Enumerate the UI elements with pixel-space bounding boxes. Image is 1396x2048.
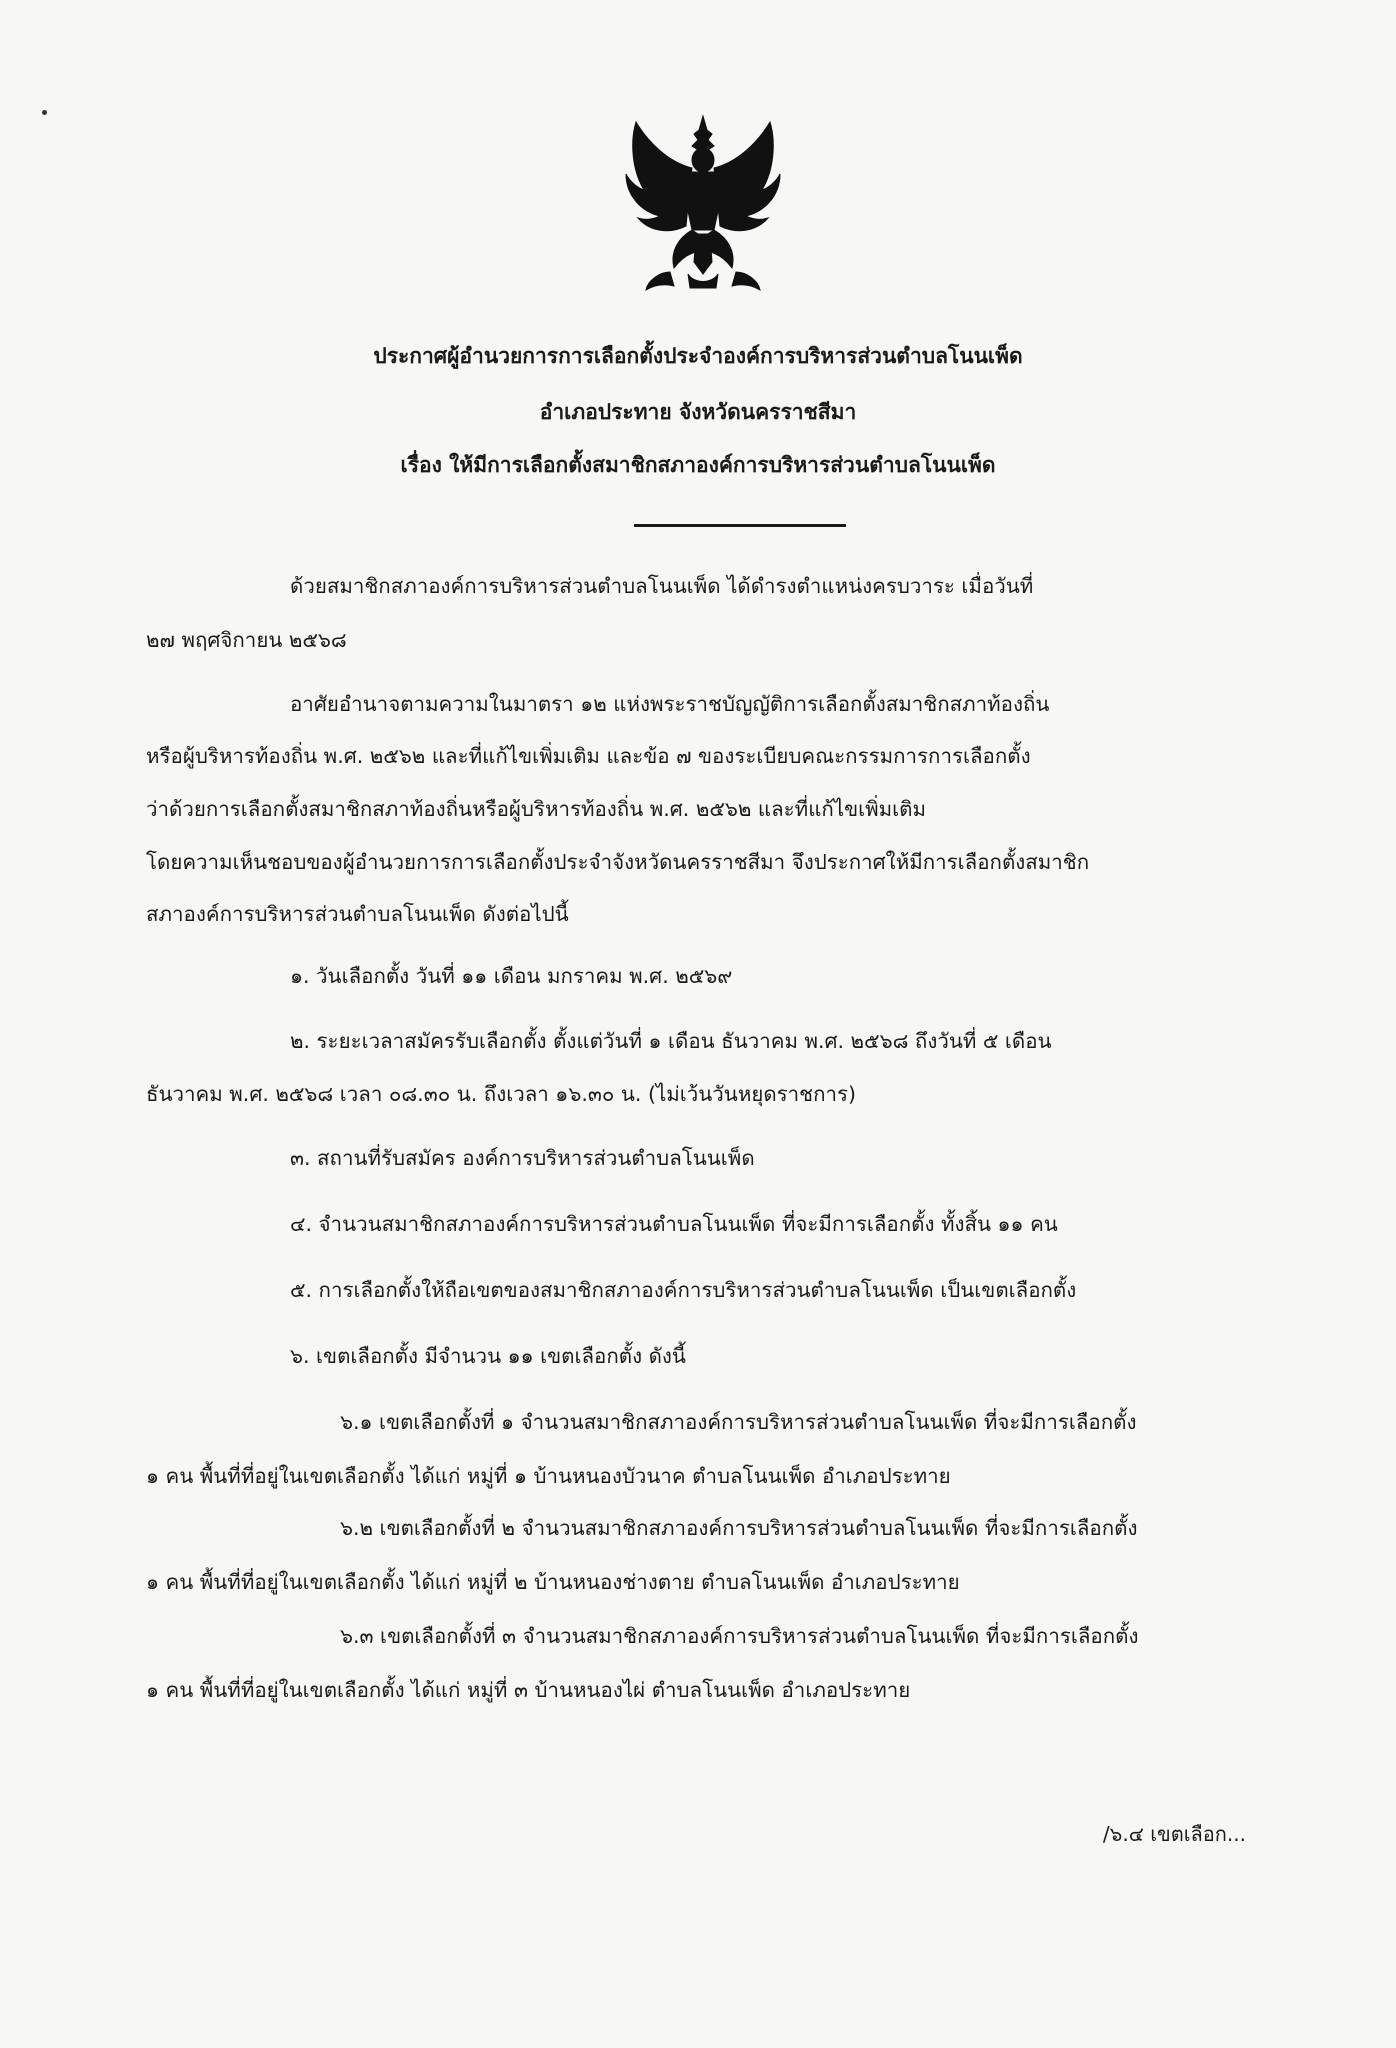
title-line-1: ประกาศผู้อำนวยการการเลือกตั้งประจำองค์การบริหารส่วนตำบลโนนเพ็ด [373, 344, 1023, 368]
item-2-line2: ธันวาคม พ.ศ. ๒๕๖๘ เวลา ๐๘.๓๐ น. ถึงเวลา ๑๖.๓๐ น. (ไม่เว้นวันหยุดราชการ) [146, 1082, 857, 1106]
title-divider [634, 524, 846, 527]
item-4: ๔. จำนวนสมาชิกสภาองค์การบริหารส่วนตำบลโนนเพ็ด ที่จะมีการเลือกตั้ง ทั้งสิ้น ๑๑ คน [290, 1212, 1058, 1236]
continuation-note: /๖.๔ เขตเลือก... [1102, 1822, 1246, 1846]
para1-line2: ๒๗ พฤศจิกายน ๒๕๖๘ [146, 628, 347, 652]
item-3: ๓. สถานที่รับสมัคร องค์การบริหารส่วนตำบลโนนเพ็ด [290, 1146, 755, 1170]
para2-line2: หรือผู้บริหารท้องถิ่น พ.ศ. ๒๕๖๒ และที่แก้ไขเพิ่มเติม และข้อ ๗ ของระเบียบคณะกรรมการการเลือกตั้ง [146, 744, 1031, 768]
sub-6-2-line2: ๑ คน พื้นที่ที่อยู่ในเขตเลือกตั้ง ได้แก่ หมู่ที่ ๒ บ้านหนองช่างตาย ตำบลโนนเพ็ด อำเภอประทาย [146, 1570, 960, 1594]
para2-line1: อาศัยอำนาจตามความในมาตรา ๑๒ แห่งพระราชบัญญัติการเลือกตั้งสมาชิกสภาท้องถิ่น [290, 692, 1050, 716]
title-subject: เรื่อง ให้มีการเลือกตั้งสมาชิกสภาองค์การบริหารส่วนตำบลโนนเพ็ด [400, 453, 996, 477]
sub-6-2-line1: ๖.๒ เขตเลือกตั้งที่ ๒ จำนวนสมาชิกสภาองค์การบริหารส่วนตำบลโนนเพ็ด ที่จะมีการเลือกตั้ง [340, 1516, 1138, 1540]
para2-line3: ว่าด้วยการเลือกตั้งสมาชิกสภาท้องถิ่นหรือผู้บริหารท้องถิ่น พ.ศ. ๒๕๖๒ และที่แก้ไขเพิ่มเติม [146, 797, 927, 821]
sub-6-1-line2: ๑ คน พื้นที่ที่อยู่ในเขตเลือกตั้ง ได้แก่ หมู่ที่ ๑ บ้านหนองบัวนาค ตำบลโนนเพ็ด อำเภอประทาย [146, 1464, 951, 1488]
item-1: ๑. วันเลือกตั้ง วันที่ ๑๑ เดือน มกราคม พ.ศ. ๒๕๖๙ [290, 964, 733, 988]
para1-line1: ด้วยสมาชิกสภาองค์การบริหารส่วนตำบลโนนเพ็ด ได้ดำรงตำแหน่งครบวาระ เมื่อวันที่ [290, 574, 1034, 598]
scan-speck [42, 110, 47, 115]
title-line-2: อำเภอประทาย จังหวัดนครราชสีมา [539, 400, 857, 424]
sub-6-3-line2: ๑ คน พื้นที่ที่อยู่ในเขตเลือกตั้ง ได้แก่ หมู่ที่ ๓ บ้านหนองไผ่ ตำบลโนนเพ็ด อำเภอประทาย [146, 1678, 911, 1702]
item-6: ๖. เขตเลือกตั้ง มีจำนวน ๑๑ เขตเลือกตั้ง ดังนี้ [290, 1344, 686, 1368]
sub-6-1-line1: ๖.๑ เขตเลือกตั้งที่ ๑ จำนวนสมาชิกสภาองค์การบริหารส่วนตำบลโนนเพ็ด ที่จะมีการเลือกตั้ง [340, 1410, 1137, 1434]
item-2-line1: ๒. ระยะเวลาสมัครรับเลือกตั้ง ตั้งแต่วันที่ ๑ เดือน ธันวาคม พ.ศ. ๒๕๖๘ ถึงวันที่ ๕ เดือน [290, 1029, 1052, 1053]
para2-line5: สภาองค์การบริหารส่วนตำบลโนนเพ็ด ดังต่อไปนี้ [146, 902, 569, 926]
garuda-emblem-icon [608, 112, 798, 302]
para2-line4: โดยความเห็นชอบของผู้อำนวยการการเลือกตั้งประจำจังหวัดนครราชสีมา จึงประกาศให้มีการเลือกตั้งสมาชิก [146, 850, 1090, 874]
item-5: ๕. การเลือกตั้งให้ถือเขตของสมาชิกสภาองค์การบริหารส่วนตำบลโนนเพ็ด เป็นเขตเลือกตั้ง [290, 1278, 1077, 1302]
sub-6-3-line1: ๖.๓ เขตเลือกตั้งที่ ๓ จำนวนสมาชิกสภาองค์การบริหารส่วนตำบลโนนเพ็ด ที่จะมีการเลือกตั้ง [340, 1624, 1139, 1648]
